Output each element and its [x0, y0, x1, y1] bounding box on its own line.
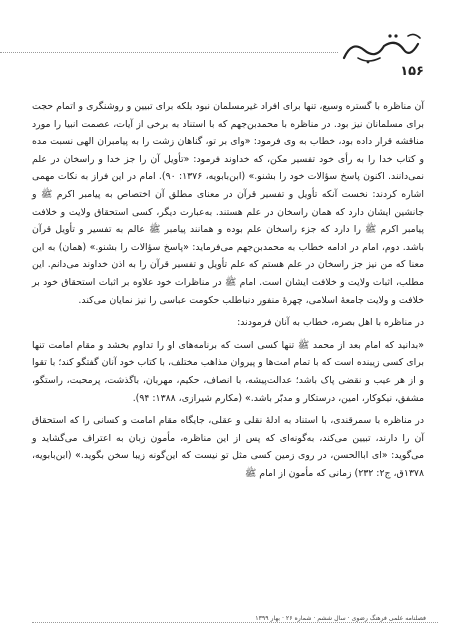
journal-footer-text: فصلنامه علمی فرهنگ رضوی · سال ششم · شماره ۲۶ · بهار ۱۳۹۹ [255, 615, 426, 622]
journal-logo [338, 28, 424, 68]
article-body [32, 98, 424, 487]
page-number: ۱۵۶ [400, 64, 424, 79]
paragraph: در مناظره با اهل بصره، خطاب به آنان فرمودند: [237, 317, 424, 329]
page-footer [0, 612, 450, 632]
page-header [0, 0, 450, 90]
footer-dotted-rule [32, 622, 438, 623]
header-dotted-rule [0, 52, 338, 53]
paragraph: در مناظره با سمرقندی، با استناد به ادلهٔ نقلی و عقلی، جایگاه مقام امامت و کسانی را که استحقاق آن را دارند، تبیین می‌کند، به‌گونه‌ای که پس از این مناظره، مأمون زبان به اعتراف می‌گشاید و می‌گوید: «ای اباالحسن، در روی زمین کسی مثل تو نیست که این‌گونه زیبا سخن بگوید.» (ابن‌بابویه، ۱۳۷۸ق، ج۲: ۲۳۲) زمانی که مأمون از امام ﷺ [32, 415, 424, 479]
quoted-paragraph: «بدانید که امام بعد از محمد ﷺ تنها کسی است که برنامه‌های او را تداوم بخشد و مقام امامت تنها برای کسی زیبنده است که با تمام امت‌ها و پیروان مذاهب مختلف، با کتاب خود آنان گفتگو کند؛ با تقوا و از هر عیب و نقضی پاک باشد؛ عدالت‌پیشه، با انصاف، حکیم، مهربان، باگذشت، پرمحبت، راستگو، مشفق، نیکوکار، امین، درستکار و مدبّر باشد.» (مکارم شیرازی، ۱۳۸۸: ۹۴). [32, 339, 424, 404]
paragraph: آن مناظره با گستره وسیع، تنها برای افراد غیرمسلمان نبود بلکه برای تبیین و روشنگری و اتمام حجت برای مسلمانان نیز بود. در مناظره با محمدبن‌جهم که با استناد به برخی از آیات، عصمت انبیا را مورد مناقشه قرار داده بود، خطاب به وی فرمود: «وای بر تو، گناهان زشت را به پیامبران الهی نسبت مده و کتاب خدا را به رأی خود تفسیر مکن، که خداوند فرمود: «تأویل آن را جز خدا و راسخان در علم نمی‌دانند. اکنون پاسخ سؤالات خود را بشنو.» (ابن‌بابویه، ۱۳۷۶: ۹۰). امام در این فراز به نکات مهمی اشاره کردند: نخست آنکه تأویل و تفسیر قرآن در معنای مطلق آن اختصاص به پیامبر اکرم ﷺ و جانشین ایشان دارد که همان راسخان در علم هستند. به‌عبارت دیگر، کسی استحقاق ولایت و خلافت پیامبر اکرم ﷺ را دارد که جزء راسخان علم بوده و همانند پیامبر ﷺ عالم به تفسیر و تأویل قرآن باشد. دوم، امام در ادامه خطاب به محمدبن‌جهم می‌فرماید: «پاسخ سؤالات را بشنو.» (همان) به این معنا که من نیز جز راسخان در علم هستم که علم تأویل و تفسیر قرآن را به اذن خداوند می‌دانم. این مطلب، اثبات ولایت و خلافت ایشان است. امام ﷺ در مناظرات خود علاوه بر اثبات استحقاق خود بر خلافت و ولایت جامعهٔ اسلامی، چهرهٔ منفور دنباطلب حکومت عباسی را نیز نمایان می‌کند. [32, 101, 425, 306]
